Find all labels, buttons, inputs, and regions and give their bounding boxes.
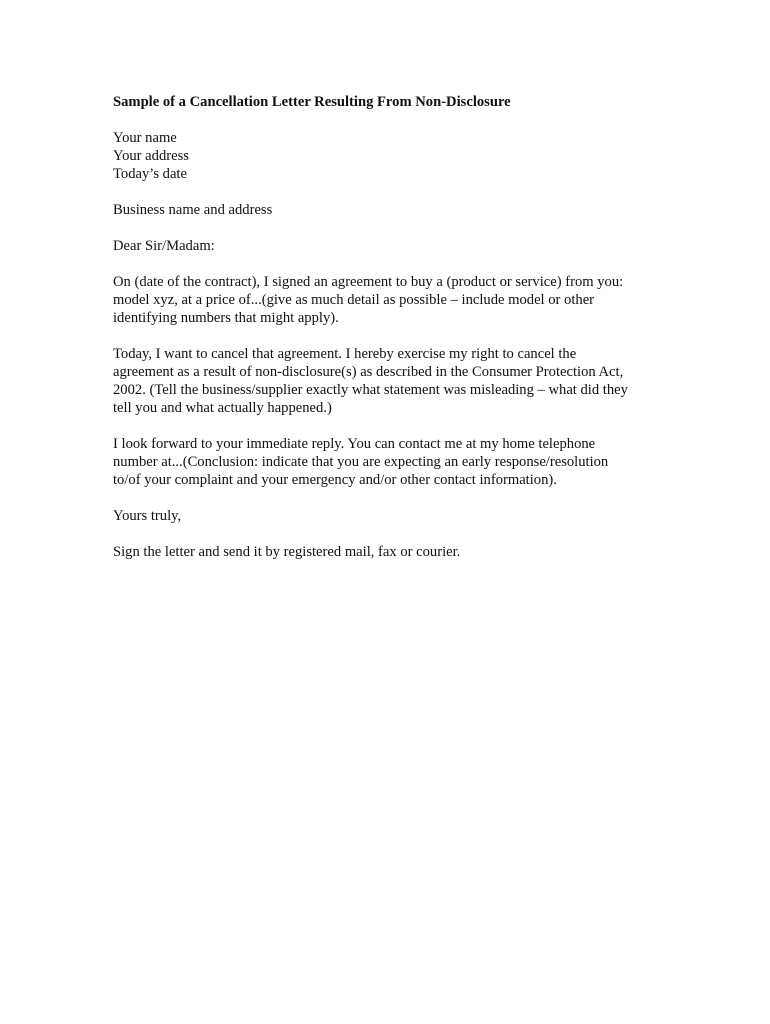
paragraph-1-line: identifying numbers that might apply).	[113, 310, 339, 326]
paragraph-3-line: to/of your complaint and your emergency and/or other contact information).	[113, 472, 557, 488]
paragraph-1-line: model xyz, at a price of...(give as much detail as possible – include model or other	[113, 292, 595, 308]
letter-body	[113, 93, 673, 579]
paragraph-1-line: On (date of the contract), I signed an agreement to buy a (product or service) from you:	[113, 274, 624, 290]
instruction	[113, 543, 673, 561]
sender-name: Your name	[113, 130, 177, 146]
salutation-line: Dear Sir/Madam:	[113, 238, 215, 254]
sender-address: Your address	[113, 148, 189, 164]
paragraph-1	[113, 273, 673, 327]
paragraph-2-line: 2002. (Tell the business/supplier exactly what statement was misleading – what did they	[113, 382, 628, 398]
sender-block	[113, 129, 673, 183]
paragraph-3-line: I look forward to your immediate reply. You can contact me at my home telephone	[113, 436, 596, 452]
recipient-line: Business name and address	[113, 202, 273, 218]
salutation	[113, 237, 673, 255]
recipient-block	[113, 201, 673, 219]
instruction-line: Sign the letter and send it by registered mail, fax or courier.	[113, 544, 461, 560]
letter-date: Today’s date	[113, 166, 187, 182]
paragraph-2-line: agreement as a result of non-disclosure(s) as described in the Consumer Protection Act,	[113, 364, 624, 380]
letter-title: Sample of a Cancellation Letter Resulting From Non-Disclosure	[113, 94, 511, 110]
paragraph-3	[113, 435, 673, 489]
paragraph-2	[113, 345, 673, 417]
paragraph-2-line: Today, I want to cancel that agreement. I hereby exercise my right to cancel the	[113, 346, 577, 362]
closing	[113, 507, 673, 525]
paragraph-3-line: number at...(Conclusion: indicate that you are expecting an early response/resolution	[113, 454, 609, 470]
paragraph-2-line: tell you and what actually happened.)	[113, 400, 332, 416]
closing-line: Yours truly,	[113, 508, 182, 524]
